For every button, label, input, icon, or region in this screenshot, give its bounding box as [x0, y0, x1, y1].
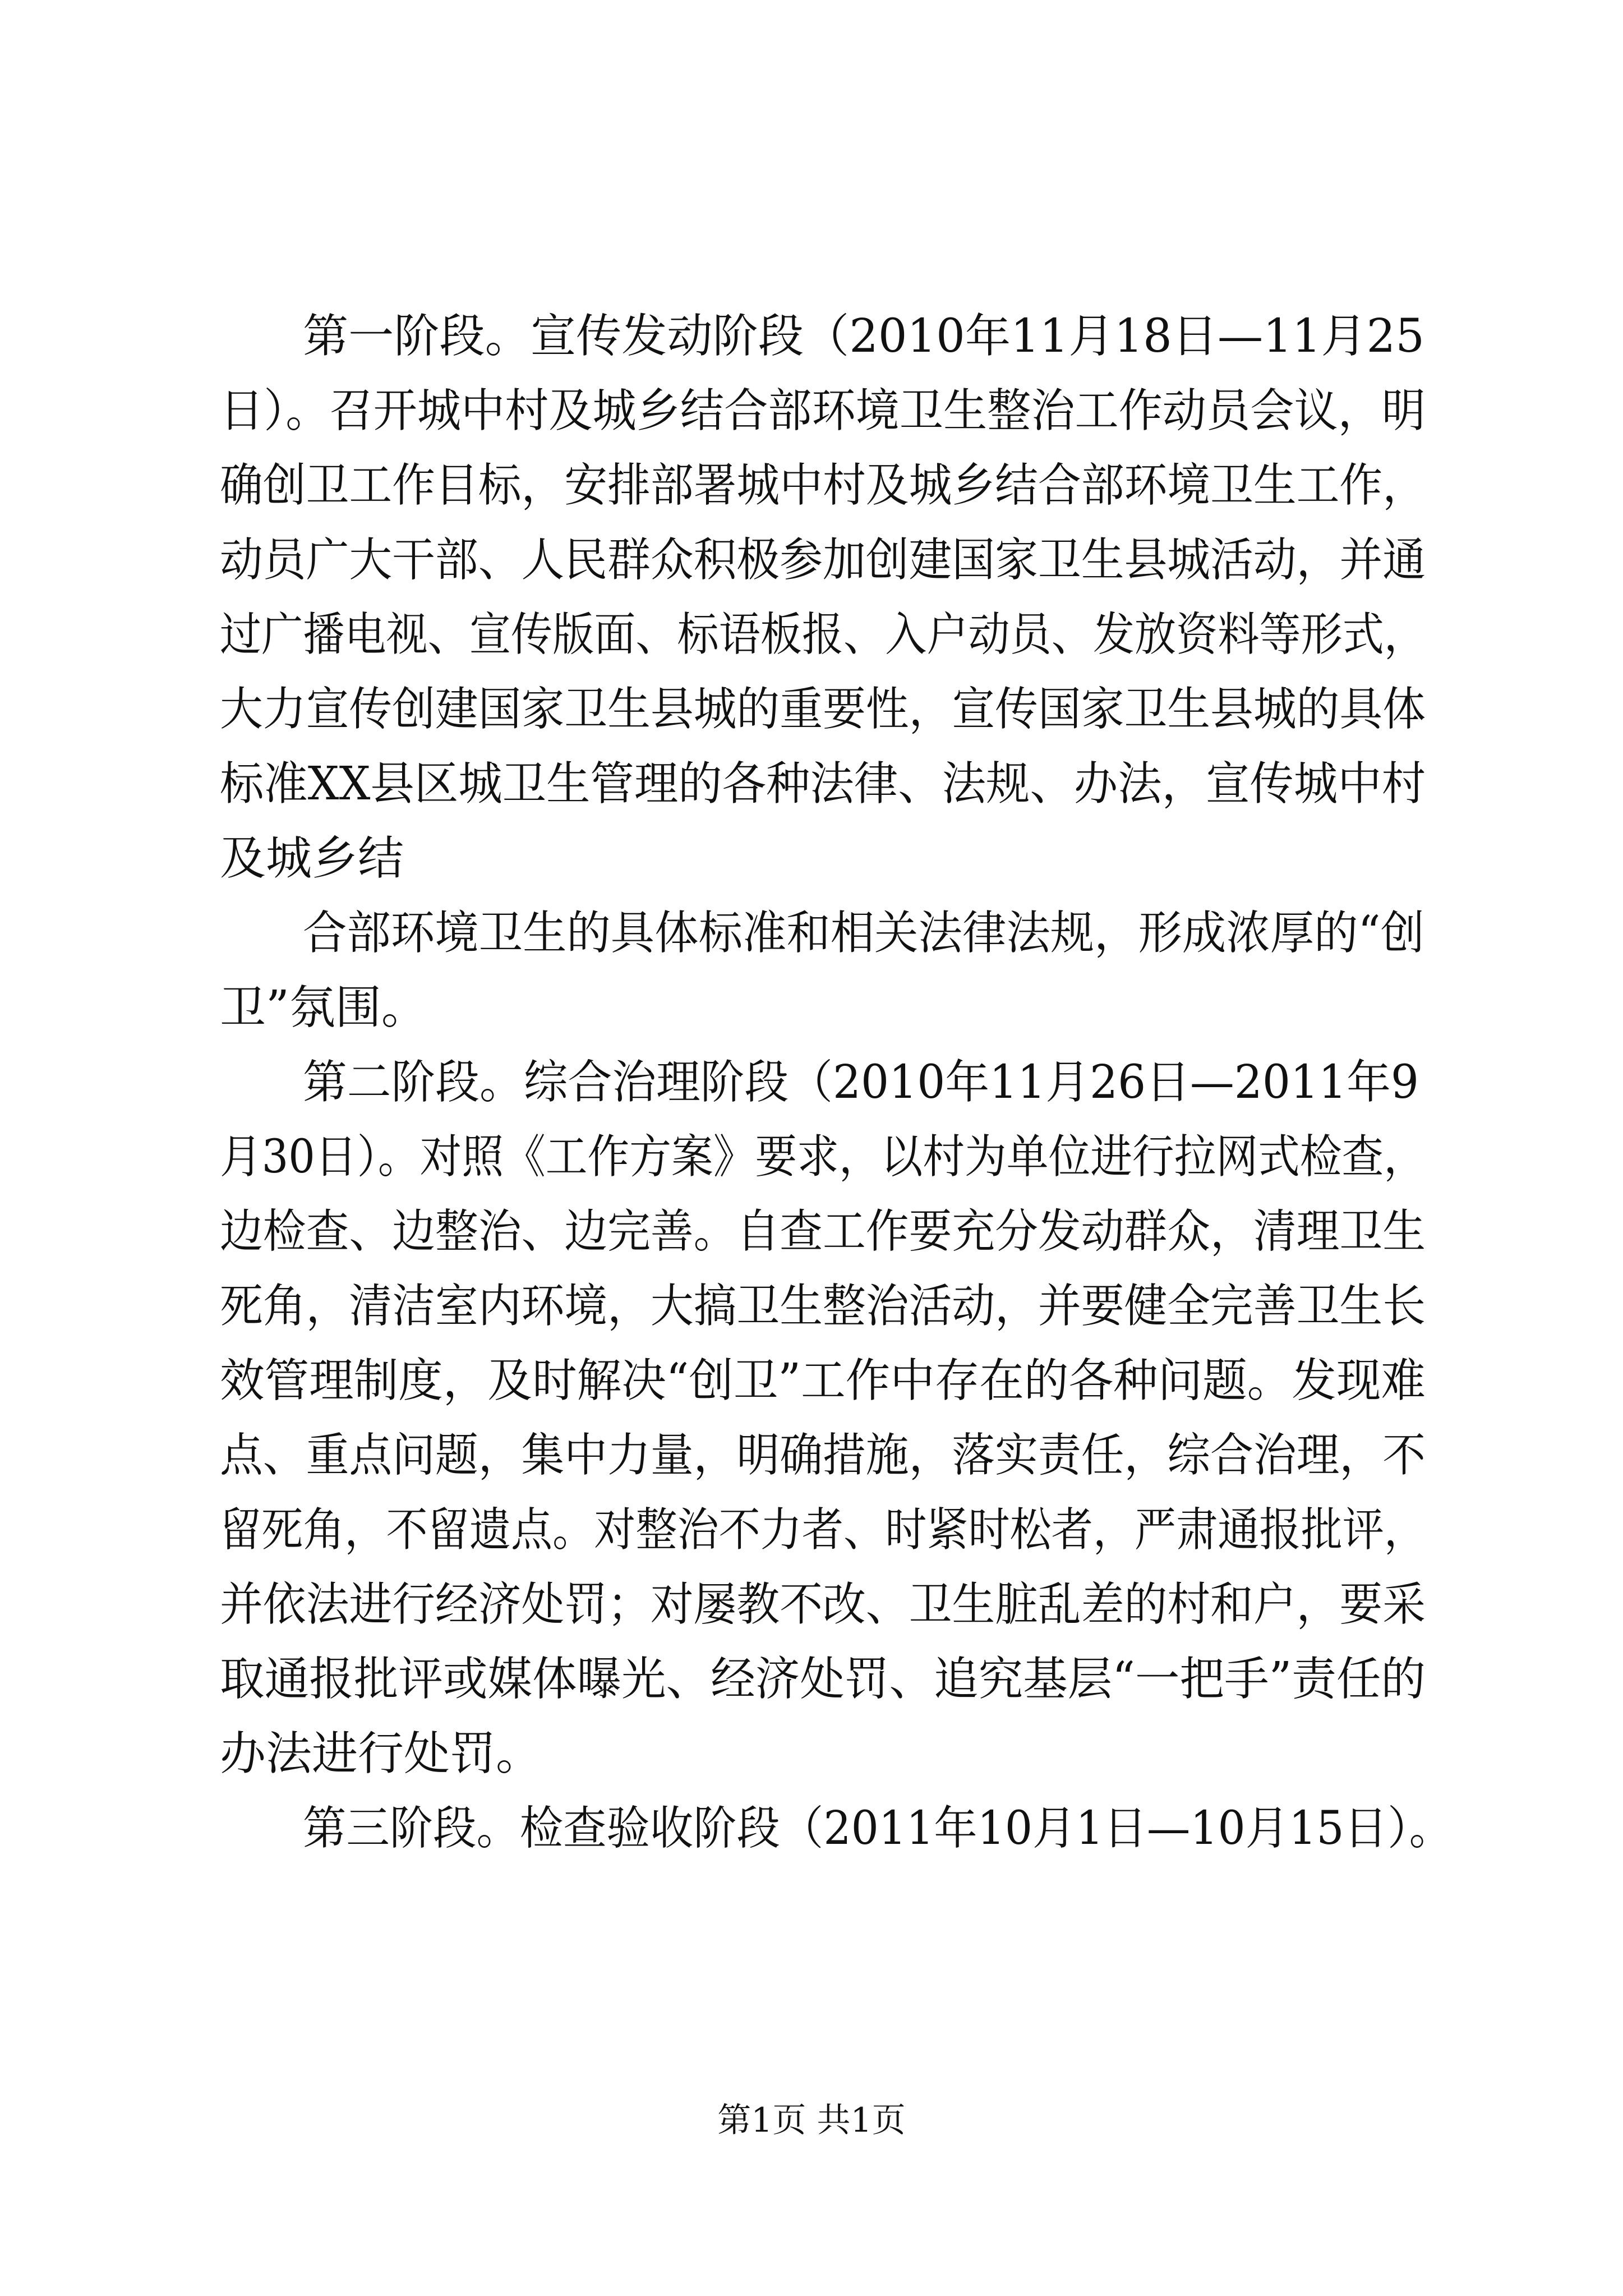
- text-line: [0, 969, 1623, 1047]
- line-text: 月30日）。对照《工作方案》要求，以村为单位进行拉网式检查，: [220, 1130, 1426, 1184]
- line-text: 第三阶段。检查验收阶段（2011年10月1日—10月15日）。: [303, 1802, 1453, 1855]
- line-text: 卫”氛围。: [220, 981, 427, 1034]
- line-text: 点、重点问题，集中力量，明确措施，落实责任，综合治理，不: [220, 1429, 1426, 1482]
- line-text: 边检查、边整治、边完善。自查工作要充分发动群众，清理卫生: [220, 1205, 1426, 1258]
- line-text: 大力宣传创建国家卫生县城的重要性，宣传国家卫生县城的具体: [220, 683, 1426, 736]
- line-text: 标准XX县区城卫生管理的各种法律、法规、办法，宣传城中村: [220, 757, 1426, 811]
- text-line: [0, 1491, 1623, 1570]
- text-line: [0, 596, 1623, 674]
- page-number: 第1页 共1页: [717, 2101, 906, 2140]
- text-line: [0, 1342, 1623, 1420]
- text-line: [0, 1715, 1623, 1793]
- line-text: 日）。召开城中村及城乡结合部环境卫生整治工作动员会议，明: [220, 384, 1426, 438]
- line-text: 并依法进行经济处罚；对屡教不改、卫生脏乱差的村和户，要采: [220, 1578, 1426, 1631]
- text-line: [0, 745, 1623, 823]
- line-text: 合部环境卫生的具体标准和相关法律法规，形成浓厚的“创: [303, 907, 1424, 960]
- line-text: 确创卫工作目标，安排部署城中村及城乡结合部环境卫生工作，: [220, 459, 1426, 512]
- text-line: [0, 1193, 1623, 1271]
- text-line: [0, 1043, 1623, 1122]
- line-text: 死角，清洁室内环境，大搞卫生整治活动，并要健全完善卫生长: [220, 1280, 1426, 1333]
- text-line: [0, 1789, 1623, 1868]
- line-text: 过广播电视、宣传版面、标语板报、入户动员、发放资料等形式，: [220, 608, 1426, 661]
- line-text: 取通报批评或媒体曝光、经济处罚、追究基层“一把手”责任的: [220, 1653, 1426, 1706]
- line-text: 效管理制度，及时解决“创卫”工作中存在的各种问题。发现难: [220, 1354, 1426, 1407]
- line-text: 第二阶段。综合治理阶段（2010年11月26日—2011年9: [303, 1056, 1419, 1109]
- text-line: [0, 372, 1623, 450]
- line-text: 留死角，不留遗点。对整治不力者、时紧时松者，严肃通报批评，: [220, 1503, 1426, 1557]
- text-line: [0, 447, 1623, 525]
- text-line: [0, 670, 1623, 749]
- line-text: 第一阶段。宣传发动阶段（2010年11月18日—11月25: [303, 310, 1424, 363]
- text-line: [0, 1267, 1623, 1346]
- line-text: 动员广大干部、人民群众积极参加创建国家卫生县城活动，并通: [220, 533, 1426, 587]
- text-line: [0, 894, 1623, 973]
- text-line: [0, 1118, 1623, 1197]
- text-line: [0, 1566, 1623, 1644]
- line-text: 及城乡结: [220, 832, 404, 885]
- text-line: [0, 1640, 1623, 1719]
- text-line: [0, 820, 1623, 898]
- text-line: [0, 297, 1623, 376]
- text-line: [0, 521, 1623, 600]
- line-text: 办法进行处罚。: [220, 1727, 542, 1780]
- page-footer: [0, 2095, 1623, 2146]
- text-line: [0, 1416, 1623, 1495]
